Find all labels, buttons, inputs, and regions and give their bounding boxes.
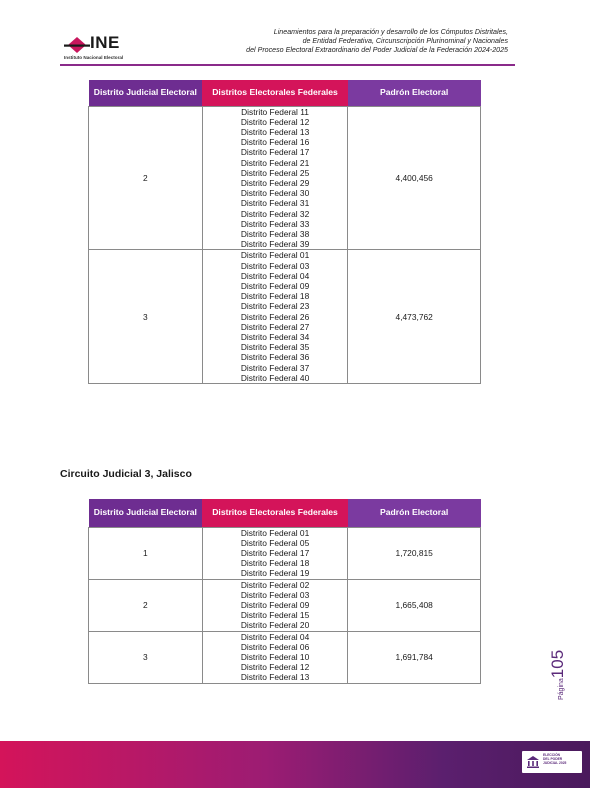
table-row <box>89 579 481 631</box>
header-line-2: de Entidad Federativa, Circunscripción Plurinominal y Nacionales <box>302 36 508 45</box>
col-header-padron: Padrón Electoral <box>348 80 481 106</box>
page-label: Página <box>558 678 565 700</box>
padron-cell: 4,473,762 <box>348 250 481 384</box>
header-line-1: Lineamientos para la preparación y desarrollo de los Cómputos Distritales, <box>273 28 508 36</box>
federal-district-item: Distrito Federal 18 <box>240 558 310 569</box>
footer-logo-line: DEL PODER <box>543 756 563 761</box>
federal-district-item: Distrito Federal 01 <box>240 527 310 538</box>
footer-logo-text <box>543 754 566 765</box>
padron-cell: 1,720,815 <box>348 527 481 579</box>
federal-district-item: Distrito Federal 13 <box>240 126 310 137</box>
table-body <box>89 527 481 683</box>
federal-district-item: Distrito Federal 30 <box>240 188 310 199</box>
federal-district-item: Distrito Federal 05 <box>240 537 310 548</box>
page-number <box>548 650 568 700</box>
federal-district-item: Distrito Federal 03 <box>240 260 310 271</box>
federal-district-item: Distrito Federal 02 <box>240 579 310 590</box>
padron-cell: 1,665,408 <box>348 579 481 631</box>
federal-district-item: Distrito Federal 38 <box>240 228 310 239</box>
table-row <box>89 527 481 579</box>
district-table-1 <box>88 80 481 384</box>
federal-district-item: Distrito Federal 17 <box>240 547 310 558</box>
page-number-value: 105 <box>548 649 567 679</box>
federal-district-item: Distrito Federal 01 <box>240 250 310 261</box>
federal-district-item: Distrito Federal 03 <box>240 589 310 600</box>
federal-district-item: Distrito Federal 20 <box>240 620 310 631</box>
col-header-federal-districts: Distritos Electorales Federales <box>202 499 348 527</box>
table-row <box>89 631 481 683</box>
federal-district-item: Distrito Federal 09 <box>240 599 310 610</box>
judicial-district-cell: 2 <box>89 579 203 631</box>
federal-district-item: Distrito Federal 15 <box>240 610 310 621</box>
table-row <box>89 250 481 384</box>
header-line-3: del Proceso Electoral Extraordinario del Poder Judicial de la Federación 2024-2025 <box>246 45 508 54</box>
logo-subtitle: Instituto Nacional Electoral <box>64 55 124 60</box>
federal-district-item: Distrito Federal 19 <box>240 568 310 579</box>
federal-district-item: Distrito Federal 04 <box>240 631 310 642</box>
federal-district-item: Distrito Federal 10 <box>240 651 310 662</box>
col-header-judicial: Distrito Judicial Electoral <box>89 80 203 106</box>
logo-text: INE <box>90 33 120 52</box>
judicial-district-cell: 1 <box>89 527 203 579</box>
federal-district-item: Distrito Federal 18 <box>240 291 310 302</box>
federal-district-item: Distrito Federal 29 <box>240 177 310 188</box>
federal-district-item: Distrito Federal 06 <box>240 641 310 652</box>
federal-district-item: Distrito Federal 12 <box>240 116 310 127</box>
federal-district-item: Distrito Federal 34 <box>240 331 310 342</box>
federal-districts-cell <box>202 631 348 683</box>
table-body <box>89 106 481 383</box>
document-header-title <box>246 28 508 54</box>
header-divider <box>60 64 515 66</box>
footer-logo-line: JUDICIAL 2025 <box>543 760 567 765</box>
judicial-election-logo <box>522 751 582 773</box>
federal-district-item: Distrito Federal 31 <box>240 198 310 209</box>
table-row <box>89 106 481 250</box>
federal-district-item: Distrito Federal 09 <box>240 280 310 291</box>
col-header-padron: Padrón Electoral <box>348 499 481 527</box>
judicial-district-cell: 3 <box>89 631 203 683</box>
federal-district-item: Distrito Federal 12 <box>240 662 310 673</box>
ine-logo <box>64 33 154 65</box>
federal-districts-cell <box>202 527 348 579</box>
section-title: Circuito Judicial 3, Jalisco <box>60 468 192 480</box>
federal-district-item: Distrito Federal 13 <box>240 672 310 683</box>
footer-logo-line: ELECCIÓN <box>543 753 561 757</box>
federal-district-item: Distrito Federal 35 <box>240 342 310 353</box>
judicial-district-cell: 2 <box>89 106 203 250</box>
federal-district-item: Distrito Federal 37 <box>240 362 310 373</box>
federal-districts-cell <box>202 250 348 384</box>
federal-district-item: Distrito Federal 16 <box>240 137 310 148</box>
federal-district-item: Distrito Federal 04 <box>240 270 310 281</box>
district-table-2 <box>88 499 481 684</box>
padron-cell: 4,400,456 <box>348 106 481 250</box>
federal-district-item: Distrito Federal 11 <box>241 106 309 117</box>
federal-district-item: Distrito Federal 17 <box>240 147 310 158</box>
federal-district-item: Distrito Federal 39 <box>240 239 310 250</box>
federal-district-item: Distrito Federal 36 <box>240 352 310 363</box>
judicial-district-cell: 3 <box>89 250 203 384</box>
courthouse-icon <box>526 755 540 769</box>
federal-district-item: Distrito Federal 21 <box>240 157 310 168</box>
footer-bar <box>0 741 590 788</box>
federal-districts-cell <box>202 579 348 631</box>
federal-district-item: Distrito Federal 23 <box>240 301 310 312</box>
col-header-judicial: Distrito Judicial Electoral <box>89 499 203 527</box>
federal-district-item: Distrito Federal 27 <box>240 321 310 332</box>
federal-district-item: Distrito Federal 25 <box>240 167 310 178</box>
col-header-federal-districts: Distritos Electorales Federales <box>202 80 348 106</box>
federal-district-item: Distrito Federal 26 <box>240 311 310 322</box>
federal-district-item: Distrito Federal 32 <box>240 208 310 219</box>
federal-district-item: Distrito Federal 33 <box>240 218 310 229</box>
federal-district-item: Distrito Federal 40 <box>240 372 310 383</box>
federal-districts-cell <box>202 106 348 250</box>
padron-cell: 1,691,784 <box>348 631 481 683</box>
